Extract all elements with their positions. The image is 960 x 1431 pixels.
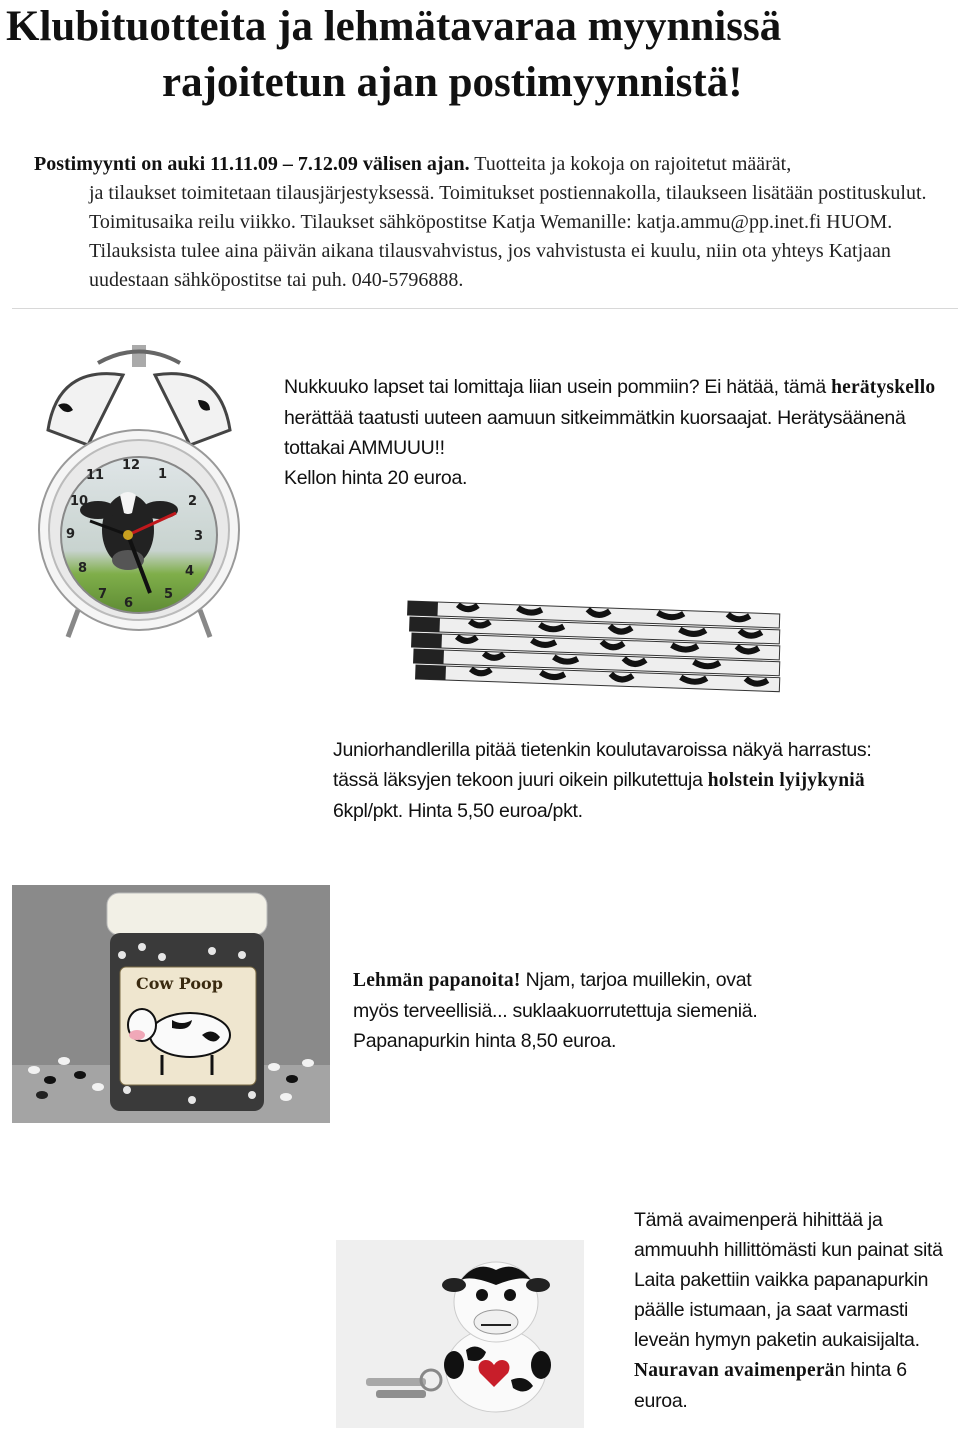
keychain-bold-name: Nauravan avaimenperä [634,1360,835,1381]
keychain-text-a: Tämä avaimenperä hihittää ja ammuuhh hillittömästi kun painat sitä Laita pakettiin vaikka papanapurkin päälle istumaan, ja saat varmasti leveän hymyn paketin aukaisijalta. [634,1209,943,1351]
svg-text:9: 9 [66,527,76,542]
pencils-text-a: Juniorhandlerilla pitää tietenkin koulutavaroissa näkyä harrastus: tässä läksyjen tekoon juuri oikein pilkutettuja [333,739,872,791]
svg-text:8: 8 [78,561,88,576]
page-title-line2: rajoitetun ajan postimyynnistä! [162,59,743,106]
pencils-description [333,735,913,826]
page-title-line1: Klubituotteita ja lehmätavaraa myynnissä [6,3,782,50]
svg-text:2: 2 [188,494,198,509]
poop-bold-name: Lehmän papanoita! [353,970,521,991]
intro-bold-dates: Postimyynti on auki 11.11.09 – 7.12.09 välisen ajan. [34,153,470,175]
svg-text:1: 1 [158,467,168,482]
divider [12,308,958,309]
svg-text:10: 10 [70,494,89,509]
svg-text:4: 4 [185,564,195,579]
svg-text:12: 12 [122,458,141,473]
clock-bold-name: herätyskello [831,377,936,398]
poop-description [353,965,773,1056]
jar-label-text: Cow Poop [136,974,223,993]
intro-text-1: Tuotteita ja kokoja on rajoitetut määrät, [469,153,792,175]
clock-text-b: herättää taatusti uuteen aamuun sitkeimmätkin kuorsaajat. Herätysäänenä tottakai AMMUUU!! [284,407,906,459]
poop-text-b: Njam, tarjoa muillekin, ovat myös terveellisiä... suklaakuorrutettuja siemeniä. Papanapurkin hinta 8,50 euroa. [353,969,758,1052]
svg-text:3: 3 [194,529,204,544]
pencils-image [400,595,787,695]
keychain-text-b: n hinta 6 euroa. [634,1359,907,1412]
svg-text:6: 6 [124,596,134,611]
intro-text-2: ja tilaukset toimitetaan tilausjärjestyksessä. Toimitukset postiennakolla, tilaukseen lisätään postituskulut. Toimitusaika reilu viikko. Tilaukset sähköpostitse Katja Wemanille: katja.ammu@pp.inet.fi HUOM. Tilauksista tulee aina päivän aikana tilausvahvistus, jos vahvistusta ei kuulu, niin ota yhteys Katjaan uudestaan sähköpostitse tai puh. 040-5796888. [89,182,927,291]
keychain-description [634,1205,954,1416]
pencils-bold-name: holstein lyijykyniä [707,770,865,791]
clock-text-a: Nukkuuko lapset tai lomittaja liian usein pommiin? Ei hätää, tämä [284,376,832,398]
svg-text:7: 7 [98,587,108,602]
alarm-clock-image [28,345,250,645]
cow-poop-jar-image [12,885,330,1123]
keychain-image [336,1240,584,1428]
intro-paragraph [34,150,959,295]
clock-price: Kellon hinta 20 euroa. [284,467,468,489]
svg-text:11: 11 [86,468,105,483]
pencils-text-b: 6kpl/pkt. Hinta 5,50 euroa/pkt. [333,800,583,822]
clock-description [284,372,944,493]
svg-text:5: 5 [164,587,174,602]
